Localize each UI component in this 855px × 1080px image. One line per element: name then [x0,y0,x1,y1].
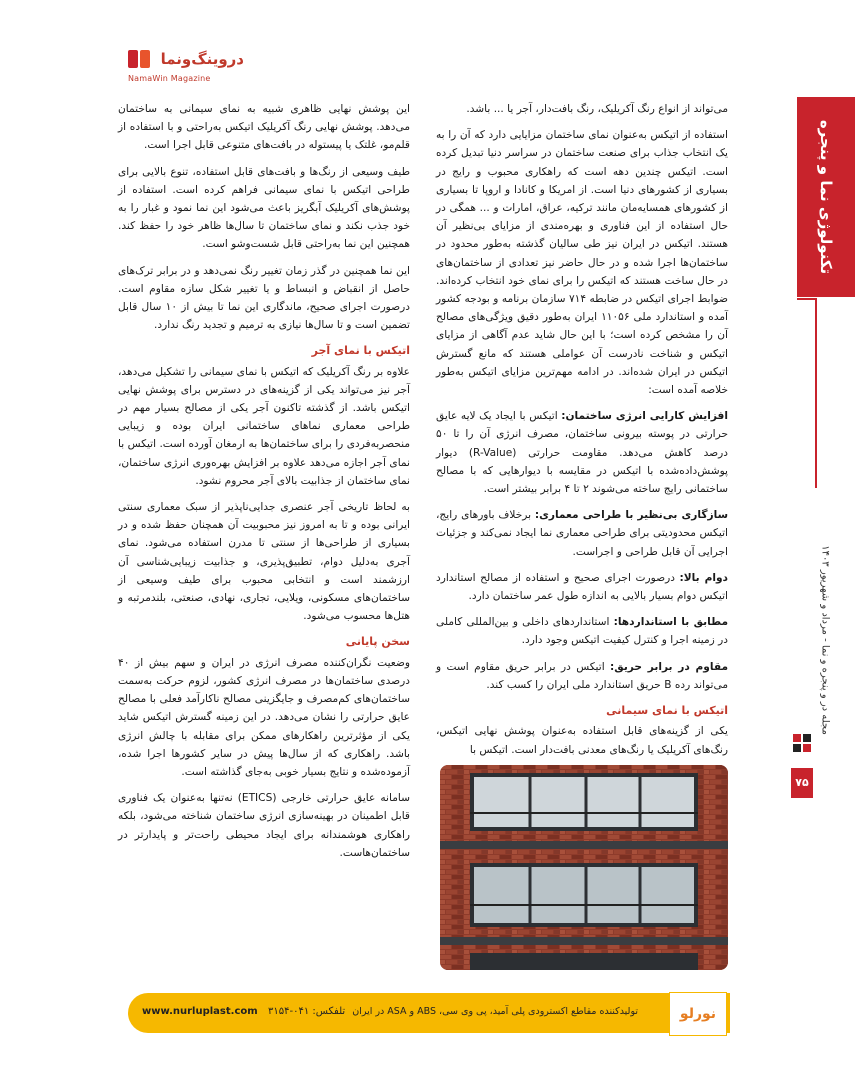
paragraph: این پوشش نهایی ظاهری شبیه به نمای سیمانی به ساختمان می‌دهد. پوشش نهایی رنگ آکریلیک اتیکس به‌راحتی و با استفاده از قلم‌مو، غلتک یا پیستوله در بافت‌های متنوعی قابل اجرا است. [118,103,410,152]
paragraph: می‌تواند از انواع رنگ آکریلیک، رنگ بافت‌دار، آجر یا ... باشد. [466,103,728,115]
paragraph: سامانه عایق حرارتی خارجی (ETICS) نه‌تنها به‌عنوان یک فناوری قابل اطمینان در بهینه‌سازی انرژی ساختمان شناخته می‌شود، بلکه راهکاری هوشمندانه برای ایجاد محیطی راحت‌تر و پایدارتر در ساختمان‌هاست. [118,792,410,859]
benefit-title: دوام بالا: [679,571,728,584]
side-divider-tick [797,298,817,300]
side-divider [815,298,817,488]
benefit-title: مقاوم در برابر حریق: [610,660,728,673]
magazine-logo [128,50,248,94]
section-title: تکنولوژی نما و پنجره [817,119,835,275]
building-facade-photo [440,765,728,970]
footer-ad-banner [128,993,730,1033]
benefit-item [436,613,728,649]
benefit-text: برخلاف باورهای رایج، اتیکس محدودیتی برای طراحی معماری نما ایجاد نمی‌کند و جزئیات اجرایی آن قابل طراحی و اجراست. [436,509,728,558]
paragraph: به لحاظ تاریخی آجر عنصری جدایی‌ناپذیر از سبک معماری سنتی ایرانی بوده و تا به امروز نیز محبوبیت آن همچنان حفظ شده و در بسیاری از طراحی‌ها از سنتی تا مدرن استفاده می‌شود. نمای آجری به‌دلیل دوام، تطبیق‌پذیری، و جذابیت زیبایی‌شناسی آن ارزشمند است و انتخابی محبوب برای طیف وسیعی از ساختمان‌های مسکونی، ویلایی، تجاری، نهادی، صنعتی، بلندمرتبه و هتل‌ها محسوب می‌شود. [118,501,410,623]
logo-subtitle: NamaWin Magazine [128,74,211,83]
footer-telephone: تلفکس: ۰۴۱-۳۱۵۴ [268,1006,346,1017]
benefit-item [436,658,728,694]
section-tab [797,97,855,297]
footer-brand-logo: نورلو [669,992,727,1036]
benefit-title: مطابق با استانداردها: [613,616,729,629]
benefit-item [436,569,728,605]
section-heading-brick: اتیکس با نمای آجر [311,344,410,358]
paragraph: طیف وسیعی از رنگ‌ها و بافت‌های قابل استفاده، تنوع بالایی برای طراحی اتیکس با نمای سیمانی فراهم کرده است. استفاده از پوشش‌های آکریلیک آبگریز باعث می‌شود این نما نمود و غبار را به خود جذب نکند و نمای ساختمان تا سال‌ها ظاهر خود را حفظ کند. همچنین این نما به‌راحتی قابل شست‌وشو است. [118,165,410,251]
paragraph: این نما همچنین در گذر زمان تغییر رنگ نمی‌دهد و در برابر ترک‌های حاصل از انقباض و انبساط و یا تغییر شکل سازه مقاوم است. درصورت اجرای صحیح، ماندگاری این نما تا بیش از ۱۰ سال قابل تضمین است و تا سال‌ها نیازی به ترمیم و تجدید رنگ ندارد. [118,264,410,332]
footer-description: تولیدکننده مقاطع اکسترودی پلی آمید، پی وی سی، ABS و ASA در ایران [352,1006,638,1017]
page-number: ۷۵ [791,768,813,798]
benefit-title: سازگاری بی‌نظیر با طراحی معماری: [534,509,728,522]
side-logo-icon [791,730,813,760]
paragraph: وضعیت نگران‌کننده مصرف انرژی در ایران و سهم بیش از ۴۰ درصدی ساختمان‌ها در مصرف انرژی کشور، لزوم حرکت به‌سمت ساختمان‌های کم‌مصرف و جایگزینی مصالح ناکارآمد فعلی با مصالح عایق حرارتی را نشان می‌دهد. در این زمینه گسترش اتیکس شاید یکی از مؤثرترین راهکارهای ممکن برای مقابله با چالش انرژی باشد. راهکاری که از سال‌ها پیش در سایر کشورها اجرا شده، آزموده‌شده و نتایج بسیار خوبی به‌جای گذاشته است. [118,656,410,778]
benefit-item [436,407,728,498]
benefit-text: اتیکس در برابر حریق مقاوم است و می‌تواند رده B حریق استاندارد ملی ایران را کسب کند. [436,660,728,691]
benefit-text: استانداردهای داخلی و بین‌المللی کاملی در زمینه اجرا و کنترل کیفیت اتیکس وجود دارد. [436,616,728,647]
logo-title: دروینگ‌ونما [160,50,244,68]
benefit-text: درصورت اجرای صحیح و استفاده از مصالح استاندارد اتیکس دوام بسیار بالایی به اندازه طول عمر ساختمان دارد. [436,571,728,603]
article-column-right [436,100,728,767]
paragraph: علاوه بر رنگ آکریلیک که اتیکس با نمای سیمانی را تشکیل می‌دهد، آجر نیز می‌تواند یکی از گزینه‌های در دسترس برای پوشش نهایی اتیکس باشد. از گذشته تاکنون آجر یکی از مصالح بسیار مهم در طراحی معماری نماهای ساختمانی ایران بوده و زیبایی منحصربه‌فردی را برای ساختمان‌ها به ارمغان آورده است. اتیکس با نمای آجر اجازه می‌دهد علاوه بر افزایش بهره‌وری انرژی ساختمان، نمای ساختمان از جذابیت بالای آجر محروم نشود. [118,365,410,487]
article-column-left [118,100,410,870]
benefit-item [436,506,728,561]
issue-info [815,500,835,780]
issue-info-text: مجله در و پنجره و نما - مرداد و شهریور ۱۴۰۳ [819,545,831,735]
section-heading-final: سخن پایانی [345,635,410,649]
paragraph: استفاده از اتیکس به‌عنوان نمای ساختمان مزایایی دارد که آن را به یک انتخاب جذاب برای صنعت ساختمان در سراسر دنیا تبدیل کرده است. اتیکس چندین دهه است که راهکاری محبوب و رایج در بسیاری از کشورهای دنیا است. از امریکا و کانادا و اروپا تا بسیاری از کشورهای همسایه‌مان مانند ترکیه، عراق، امارات و ... همگی در حال استفاده از این فناوری و بهره‌مندی از مزایای بی‌نظیر آن هستند. اتیکس در ایران نیز طی سالیان گذشته به‌طور محدود در ساختمان‌ها اجرا شده و در حال حاضر نیز تعدادی از ساختمان‌های در حال ساخت هستند که اتیکس را برای نمای خود انتخاب کرده‌اند. ضوابط اجرای اتیکس در ضابطه ۷۱۴ سازمان برنامه و بودجه کشور آمده و استاندارد ملی ۱۱۰۵۶ ایران به‌طور دقیق ویژگی‌های مصالح آن را مشخص کرده است؛ با این حال شاید عدم آگاهی از مزایای اتیکس و شناخت نادرست آن عواملی هستند که مانع گسترش اتیکس در ایران شده‌اند. در ادامه مهم‌ترین مزایای اتیکس به‌طور خلاصه آمده است: [436,129,728,397]
paragraph: یکی از گزینه‌های قابل استفاده به‌عنوان پوشش نهایی اتیکس، رنگ‌های آکریلیک یا رنگ‌های معدنی بافت‌دار است. اتیکس با [436,725,728,756]
benefit-title: افزایش کارایی انرژی ساختمان: [561,410,728,423]
section-heading-cement: اتیکس با نمای سیمانی [606,704,728,718]
footer-website-link[interactable]: www.nurluplast.com [142,1006,258,1017]
benefit-text: اتیکس با ایجاد یک لایه عایق حرارتی در پوسته بیرونی ساختمان، مصرف انرژی آن را تا ۵۰ درصد کاهش می‌دهد. مقاومت حرارتی (R-Value) دیوار پوشش‌داده‌شده با اتیکس در مقایسه با دیوارهایی که با مصالح ساختمانی رایج ساخته می‌شوند ۲ تا ۴ برابر بیشتر است. [436,410,728,496]
